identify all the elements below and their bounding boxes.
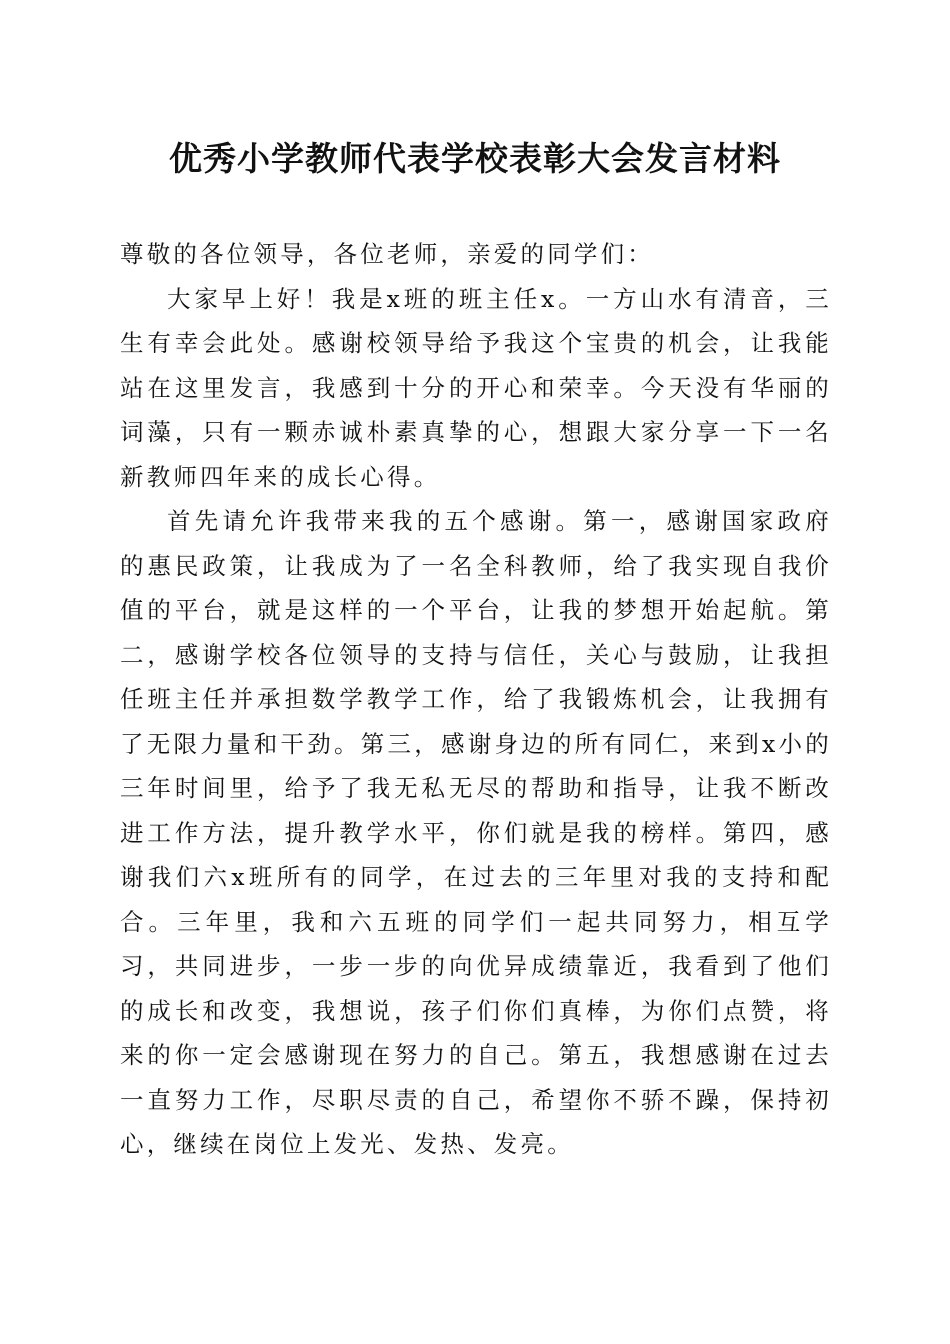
document-title: 优秀小学教师代表学校表彰大会发言材料: [169, 139, 781, 178]
paragraph-thanks: 首先请允许我带来我的五个感谢。第一，感谢国家政府的惠民政策，让我成为了一名全科教师，给了我实现自我价值的平台，就是这样的一个平台，让我的梦想开始起航。第二，感谢学校各位领导的支持与信任，关心与鼓励，让我担任班主任并承担数学教学工作，给了我锻炼机会，让我拥有了无限力量和干劲。第三，感谢身边的所有同仁，来到x小的三年时间里，给予了我无私无尽的帮助和指导，让我不断改进工作方法，提升教学水平，你们就是我的榜样。第四，感谢我们六x班所有的同学，在过去的三年里对我的支持和配合。三年里，我和六五班的同学们一起共同努力，相互学习，共同进步，一步一步的向优异成绩靠近，我看到了他们的成长和改变，我想说，孩子们你们真棒，为你们点赞，将来的你一定会感谢现在努力的自己。第五，我想感谢在过去一直努力工作，尽职尽责的自己，希望你不骄不躁，保持初心，继续在岗位上发光、发热、发亮。: [120, 507, 832, 1158]
salutation: 尊敬的各位领导，各位老师，亲爱的同学们：: [120, 240, 654, 268]
paragraph-greeting: 大家早上好！我是x班的班主任x。一方山水有清音，三生有幸会此处。感谢校领导给予我这个宝贵的机会，让我能站在这里发言，我感到十分的开心和荣幸。今天没有华丽的词藻，只有一颗赤诚朴素真挚的心，想跟大家分享一下一名新教师四年来的成长心得。: [120, 284, 832, 491]
document-body: [120, 232, 832, 1167]
